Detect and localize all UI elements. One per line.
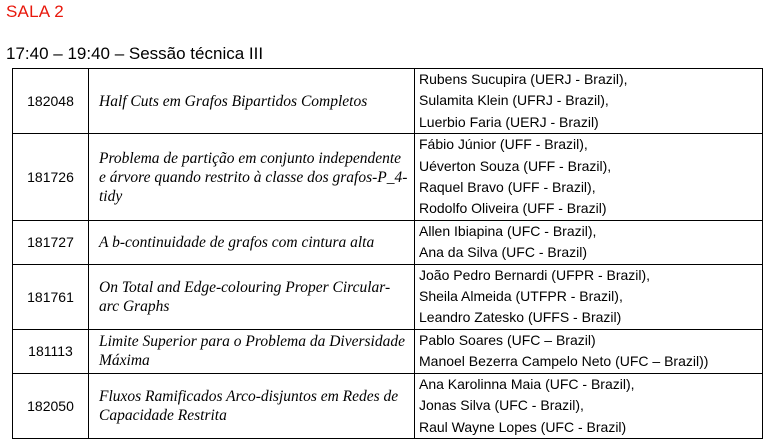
author-name: Uéverton Souza (UFF - Brazil),: [419, 157, 612, 174]
author-name: Ana Karolinna Maia (UFC - Brazil),: [419, 375, 635, 392]
paper-title: Problema de partição em conjunto independente e árvore quando restrito à classe dos grafos-P_4-tidy: [89, 134, 415, 221]
paper-authors: [415, 134, 763, 221]
author-name: Rodolfo Oliveira (UFF - Brazil): [419, 200, 607, 217]
paper-title: Half Cuts em Grafos Bipartidos Completos: [89, 69, 415, 134]
author-name: Sheila Almeida (UTFPR - Brazil),: [419, 288, 623, 305]
paper-title: A b-continuidade de grafos com cintura alta: [89, 220, 415, 264]
author-name: Leandro Zatesko (UFFS - Brazil): [419, 309, 622, 326]
paper-row: [13, 329, 763, 373]
author-name: Ana da Silva (UFC - Brazil): [419, 244, 588, 261]
author-name: Pablo Soares (UFC – Brazil): [419, 331, 596, 348]
paper-title: Limite Superior para o Problema da Diversidade Máxima: [89, 329, 415, 373]
paper-authors: [415, 69, 763, 134]
author-name: Jonas Silva (UFC - Brazil),: [419, 397, 584, 414]
author-name: Sulamita Klein (UFRJ - Brazil),: [419, 92, 609, 109]
author-name: Rubens Sucupira (UERJ - Brazil),: [419, 71, 628, 87]
paper-row: [13, 264, 763, 329]
author-name: João Pedro Bernardi (UFPR - Brazil),: [419, 266, 651, 283]
paper-authors: [415, 264, 763, 329]
schedule-table: [12, 68, 763, 439]
session-heading: 17:40 – 19:40 – Sessão técnica III: [6, 44, 264, 63]
schedule-rows: [13, 69, 763, 439]
author-name: Luerbio Faria (UERJ - Brazil): [419, 113, 599, 130]
paper-row: [13, 220, 763, 264]
paper-title: Fluxos Ramificados Arco-disjuntos em Redes de Capacidade Restrita: [89, 373, 415, 438]
room-heading: SALA 2: [6, 2, 64, 21]
paper-authors: [415, 329, 763, 373]
paper-id: 181761: [13, 264, 89, 329]
paper-id: 181727: [13, 220, 89, 264]
paper-id: 182050: [13, 373, 89, 438]
paper-row: [13, 373, 763, 438]
paper-id: 181113: [13, 329, 89, 373]
author-name: Raquel Bravo (UFF - Brazil),: [419, 179, 596, 196]
paper-title: On Total and Edge-colouring Proper Circular-arc Graphs: [89, 264, 415, 329]
author-name: Raul Wayne Lopes (UFC - Brazil): [419, 418, 627, 435]
paper-id: 182048: [13, 69, 89, 134]
paper-authors: [415, 373, 763, 438]
author-name: Manoel Bezerra Campelo Neto (UFC – Brazil)): [419, 353, 709, 370]
paper-row: [13, 69, 763, 134]
paper-id: 181726: [13, 134, 89, 221]
author-name: Fábio Júnior (UFF - Brazil),: [419, 136, 588, 153]
paper-row: [13, 134, 763, 221]
author-name: Allen Ibiapina (UFC - Brazil),: [419, 222, 597, 239]
paper-authors: [415, 220, 763, 264]
